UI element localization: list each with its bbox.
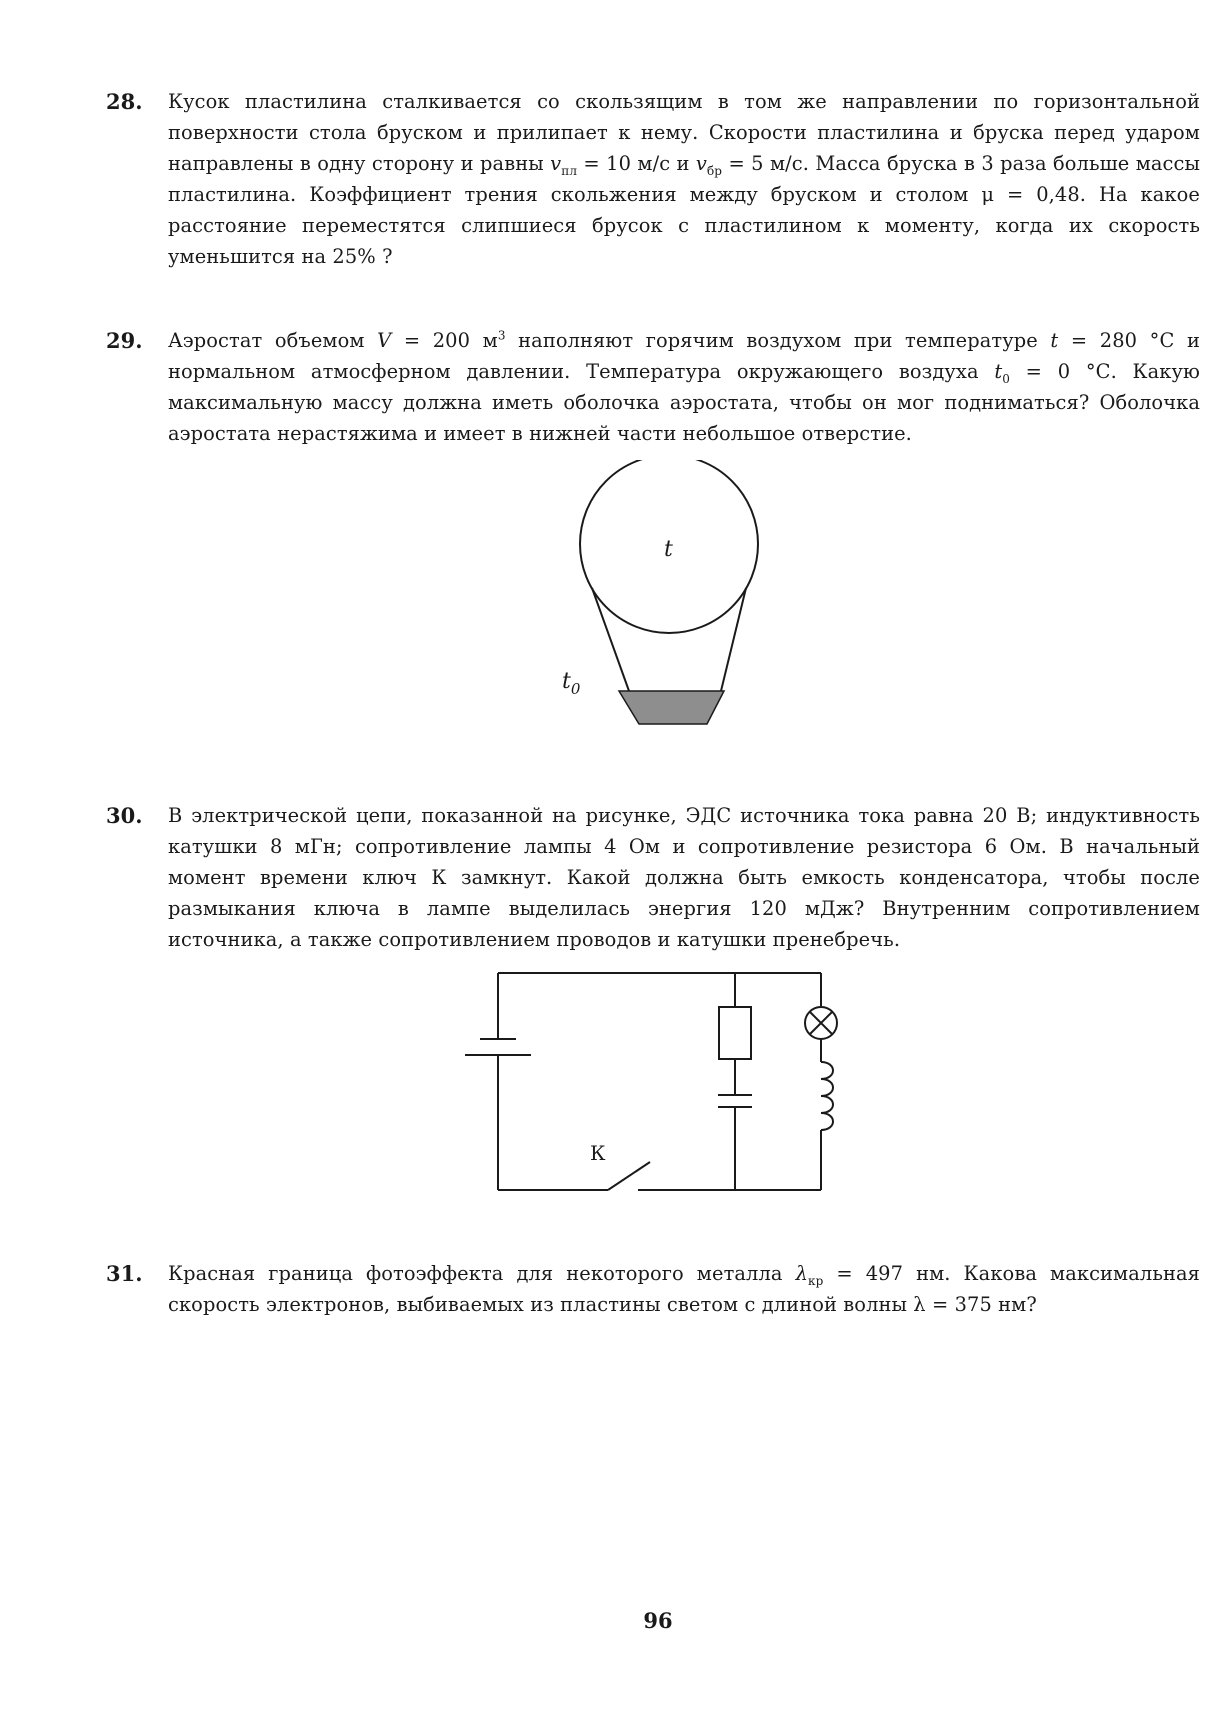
circuit-diagram — [460, 960, 860, 1210]
page-number: 96 — [643, 1608, 673, 1633]
problem-text: Аэростат объемом V = 200 $м^3$ наполняют горячим воздухом при температуре t = 280 °С и нормальном атмосферном давлении. Температура окружающего воздуха $t_0 = 0$ °С. Какую максимальную массу должна иметь оболочка аэростата, чтобы он мог подниматься? Оболочка аэростата нерастяжима и имеет в нижней части небольшое отверстие. — [168, 328, 1201, 445]
balloon-basket — [619, 691, 724, 724]
balloon-rope-right — [721, 588, 746, 691]
problem-text: Красная граница фотоэффекта для некоторого металла $\lambda_{кр} = 497$ нм. Какова максимальная скорость электронов, выбиваемых из пластины светом с длиной волны λ = 375 нм? — [168, 1262, 1200, 1316]
outside-temperature-label: $t_0$ — [562, 669, 581, 698]
inside-temperature-label: t — [664, 537, 673, 562]
problem-number: 30. — [106, 803, 143, 828]
inductor-coil — [821, 1062, 833, 1130]
switch-label: К — [590, 1141, 606, 1165]
resistor — [719, 1007, 751, 1059]
problem-text: Кусок пластилина сталкивается со скользящим в том же направлении по горизонтальной поверхности стола бруском и прилипает к нему. Скорости пластилина и бруска перед ударом направлены в одну сторону и равны $v_{пл} = 10$ м/с и $v_{бр} = 5$ м/с. Масса бруска в 3 раза больше массы пластилина. Коэффициент трения скольжения между бруском и столом μ = 0,48. На какое расстояние переместятся слипшиеся брусок с пластилином к моменту, когда их скорость уменьшится на 25% ? — [168, 90, 1200, 268]
problem-text: В электрической цепи, показанной на рисунке, ЭДС источника тока равна 20 В; индуктивность катушки 8 мГн; сопротивление лампы 4 Ом и сопротивление резистора 6 Ом. В начальный момент времени ключ К замкнут. Какой должна быть емкость конденсатора, чтобы после размыкания ключа в лампе выделилась энергия 120 мДж? Внутренним сопротивлением источника, а также сопротивлением проводов и катушки пренебречь. — [168, 804, 1200, 951]
switch-blade[interactable] — [608, 1162, 650, 1190]
problem-number: 28. — [106, 89, 143, 114]
problem-number: 29. — [106, 328, 143, 353]
balloon-figure — [540, 460, 780, 740]
problem-number: 31. — [106, 1261, 143, 1286]
balloon-rope-left — [592, 588, 629, 691]
